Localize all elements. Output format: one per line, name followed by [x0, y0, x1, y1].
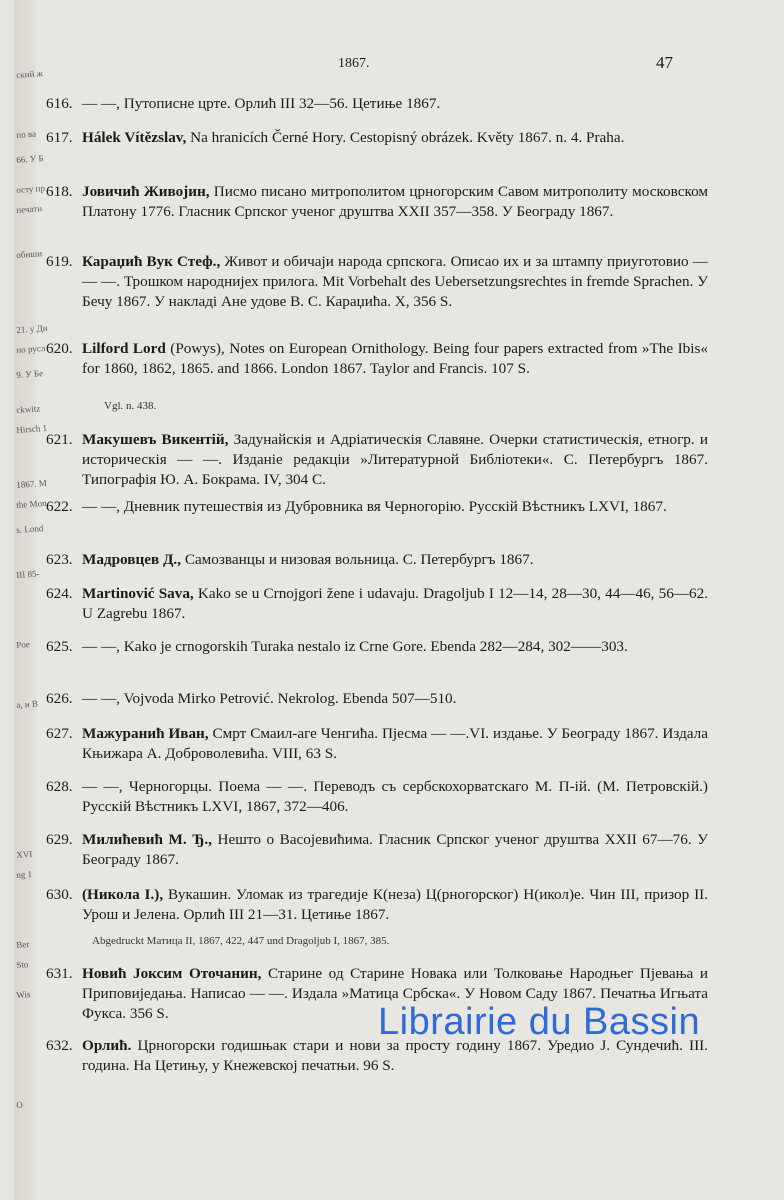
entry-text: Задунайскія и Адріатическія Славяне. Очерки статистическія, етногр. и историческія — —. Изданіе редакціи »Литературной Библіотеки«. С. Петербургъ 1867. Типографія Ю. А. Бокрама. IV, 304 С. — [82, 431, 708, 488]
entry-number: 622. — [46, 498, 73, 515]
watermark-text: Librairie du Bassin — [378, 1001, 701, 1043]
entry-number: 627. — [46, 725, 73, 742]
entry-note: Abgedruckt Матица II, 1867, 422, 447 und Dragoljub I, 1867, 385. — [92, 935, 390, 947]
entry-text: Живот и обичаји народа српскога. Описао их и за штампу приуготовио — — —. Трошком народнијех прилога. Mit Vorbehalt des Uebersetzungsrechtes in fremde Sprachen. У Бечу 1867. У накладі Ане удове В. С. Караџића. X, 356 S. — [82, 253, 708, 310]
entry-author: (Никола I.), — [82, 886, 164, 903]
entry-number: 624. — [46, 585, 73, 602]
entry-text: — —, Kako je crnogorskih Turaka nestalo iz Crne Gore. Ebenda 282—284, 302——303. — [82, 638, 628, 655]
entry-text: Kako se u Crnojgori žene i udavaju. Dragoljub I 12—14, 28—30, 44—46, 56—62. U Zagrebu 1867. — [82, 585, 708, 622]
margin-fragment: 1867. M — [16, 477, 48, 490]
margin-fragment: осту пр — [16, 183, 46, 195]
entry-text: Црногорски годишњак стари и нови за просту годину 1867. Уредио Ј. Сундечић. III. година. На Цетињу, у Кнежевској печатњи. 96 S. — [82, 1037, 708, 1074]
entry-text: — —, Vojvoda Mirko Petrović. Nekrolog. Ebenda 507—510. — [82, 690, 457, 707]
entry-author: Мадровцев Д., — [82, 551, 182, 568]
entry-text: — —, Дневник путешествія из Дубровника вя Черногорію. Русскій Вѣстникъ LXVI, 1867. — [82, 498, 667, 515]
entry-text: — —, Путописне црте. Орлић III 32—56. Цетиње 1867. — [82, 95, 441, 112]
margin-fragment: 9. У Бе — [16, 368, 44, 380]
entry-author: Јовичић Живојин, — [82, 183, 210, 200]
margin-fragment: ng 1 — [16, 868, 33, 880]
entry-author: Макушевъ Викентій, — [82, 431, 229, 448]
entry-author: Милићевић М. Ђ., — [82, 831, 212, 848]
entry-text: Писмо писано митрополитом црногорским Савом митрополиту московском Платону 1776. Гласник Српског ученог друштва XXII 357—358. У Београду 1867. — [82, 183, 708, 220]
margin-fragment: ckwitz — [16, 403, 41, 415]
entry-number: 617. — [46, 129, 73, 146]
margin-fragment: Wis — [16, 989, 31, 1000]
margin-fragment: по ва — [16, 128, 37, 140]
entry-text: Нешто о Васојевићима. Гласник Српског ученог друштва XXII 67—76. У Београду 1867. — [82, 831, 708, 868]
entry-number: 631. — [46, 965, 73, 982]
entry-note: Vgl. n. 438. — [104, 400, 157, 412]
margin-fragment: s. Lond — [16, 523, 44, 535]
margin-fragment: по русл — [16, 342, 46, 355]
margin-fragment: ский ж — [16, 68, 44, 80]
entry-text: Вукашин. Уломак из трагедије К(неза) Ц(рногорског) Н(икол)е. Чин III, призор II. Урош и Јелена. Орлић III 21—31. Цетиње 1867. — [82, 886, 708, 923]
entry-author: Martinović Sava, — [82, 585, 194, 602]
margin-fragment: XVI — [16, 848, 33, 860]
entry-text: (Powys), Notes on European Ornithology. Being four papers extracted from »The Ibis« for 1860, 1862, 1865. and 1866. London 1867. Taylor and Francis. 107 S. — [82, 340, 708, 377]
entry-text: Смрт Смаил-аге Ченгића. Пјесма — —.VI. издање. У Београду 1867. Издала Књижара А. Доброволевића. VIII, 63 S. — [82, 725, 708, 762]
margin-fragment: Sto — [16, 959, 29, 970]
entry-text: — —, Черногорцы. Поема — —. Переводъ съ сербскохорватскаго М. П-ій. (М. Петровскій.) Русскій Вѣстникъ LXVI, 1867, 372—406. — [82, 778, 708, 815]
margin-fragment: О — [16, 1099, 24, 1110]
margin-fragment: Hirsch 1 — [16, 422, 48, 435]
entry-number: 626. — [46, 690, 73, 707]
page-number: 47 — [656, 53, 673, 72]
running-header-year: 1867. — [338, 56, 370, 71]
entry-number: 619. — [46, 253, 73, 270]
margin-fragment: Poe — [16, 639, 31, 650]
entry-author: Мажуранић Иван, — [82, 725, 209, 742]
margin-fragment: а, и В — [16, 698, 39, 710]
entry-number: 632. — [46, 1037, 73, 1054]
entry-number: 629. — [46, 831, 73, 848]
entry-text: Самозванцы и низовая вольница. С. Петербургъ 1867. — [181, 551, 534, 568]
entry-number: 628. — [46, 778, 73, 795]
margin-fragment: 66. У Б — [16, 153, 44, 165]
entry-number: 623. — [46, 551, 73, 568]
entry-number: 620. — [46, 340, 73, 357]
entry-author: Новић Јоксим Оточанин, — [82, 965, 262, 982]
margin-fragment: III 85- — [16, 568, 40, 580]
entry-text: Старине од Старине Новака или Толковање Народњег Пјевања и Приповиједања. Написао — —. Издала »Матица Србска«. У Новом Саду 1867. Печатња Игњата Фукса. 356 S. — [82, 965, 708, 1022]
previous-page-edge — [14, 0, 48, 1200]
entry-number: 621. — [46, 431, 73, 448]
entry-number: 630. — [46, 886, 73, 903]
margin-fragment: Ber — [16, 939, 30, 950]
entry-number: 625. — [46, 638, 73, 655]
entry-text: Na hranicích Černé Hory. Cestopisný obrázek. Květy 1867. n. 4. Praha. — [186, 129, 625, 146]
entry-author: Орлић. — [82, 1037, 132, 1054]
entry-number: 618. — [46, 183, 73, 200]
entry-number: 616. — [46, 95, 73, 112]
margin-fragment: 21. у Ди — [16, 322, 48, 335]
entry-author: Караџић Вук Стеф., — [82, 253, 221, 270]
margin-fragment: печатн — [16, 203, 43, 215]
entry-author: Lilford Lord — [82, 340, 166, 357]
margin-fragment: обиши — [16, 248, 43, 260]
margin-fragment: the Mon — [16, 497, 47, 510]
entry-author: Hálek Vítězslav, — [82, 129, 187, 146]
